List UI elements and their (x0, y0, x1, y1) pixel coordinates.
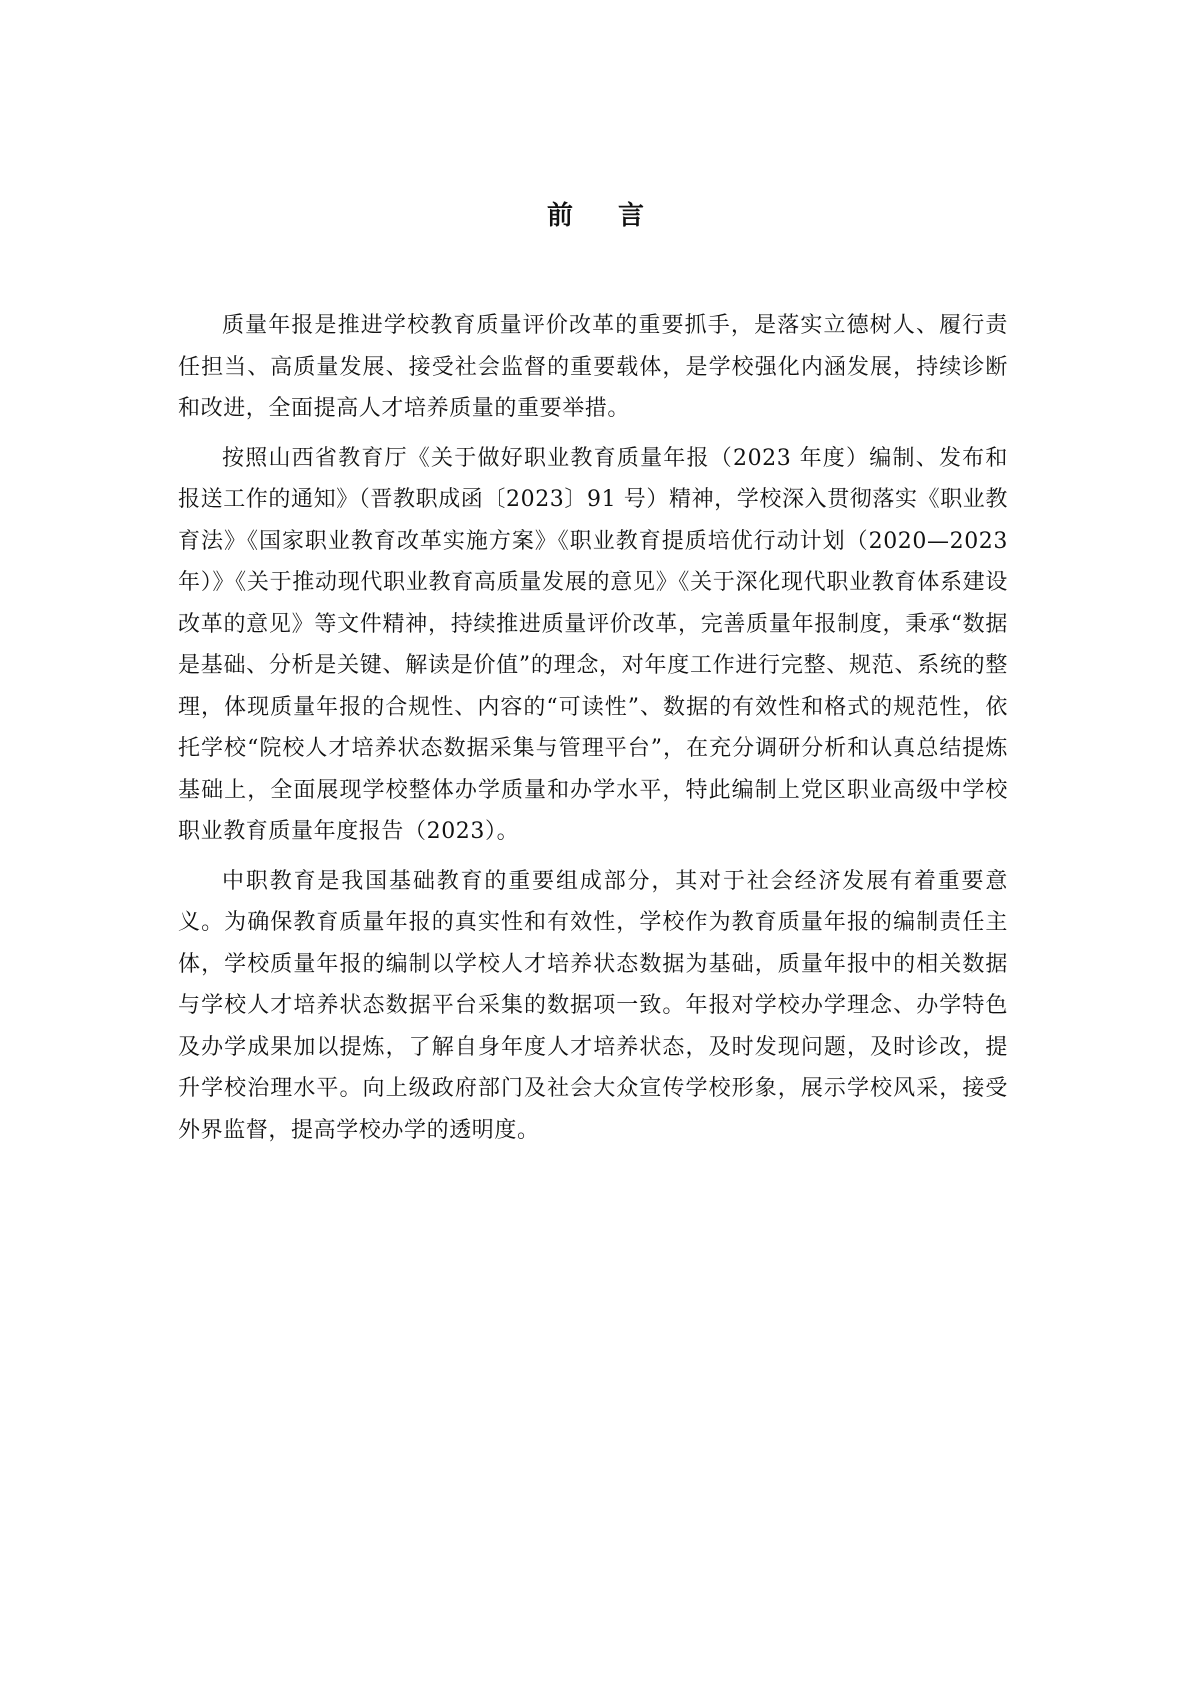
paragraph-1: 质量年报是推进学校教育质量评价改革的重要抓手，是落实立德树人、履行责任担当、高质量发展、接受社会监督的重要载体，是学校强化内涵发展，持续诊断和改进，全面提高人才培养质量的重要举措。 (178, 313, 1008, 421)
paragraph-2: 按照山西省教育厅《关于做好职业教育质量年报（2023 年度）编制、发布和报送工作的通知》（晋教职成函〔2023〕91 号）精神，学校深入贯彻落实《职业教育法》《国家职业教育改革实施方案》《职业教育提质培优行动计划（2020—2023 年）》《关于推动现代职业教育高质量发展的意见》《关于深化现代职业教育体系建设改革的意见》等文件精神，持续推进质量评价改革，完善质量年报制度，秉承“数据是基础、分析是关键、解读是价值”的理念，对年度工作进行完整、规范、系统的整理，体现质量年报的合规性、内容的“可读性”、数据的有效性和格式的规范性，依托学校“院校人才培养状态数据采集与管理平台”，在充分调研分析和认真总结提炼基础上，全面展现学校整体办学质量和办学水平，特此编制上党区职业高级中学校职业教育质量年度报告（2023）。 (178, 445, 1008, 844)
page-title: 前 言 (546, 201, 663, 231)
preface-body (178, 305, 1008, 1159)
paragraph-3: 中职教育是我国基础教育的重要组成部分，其对于社会经济发展有着重要意义。为确保教育质量年报的真实性和有效性，学校作为教育质量年报的编制责任主体，学校质量年报的编制以学校人才培养状态数据为基础，质量年报中的相关数据与学校人才培养状态数据平台采集的数据项一致。年报对学校办学理念、办学特色及办学成果加以提炼，了解自身年度人才培养状态，及时发现问题，及时诊改，提升学校治理水平。向上级政府部门及社会大众宣传学校形象，展示学校风采，接受外界监督，提高学校办学的透明度。 (178, 868, 1008, 1143)
